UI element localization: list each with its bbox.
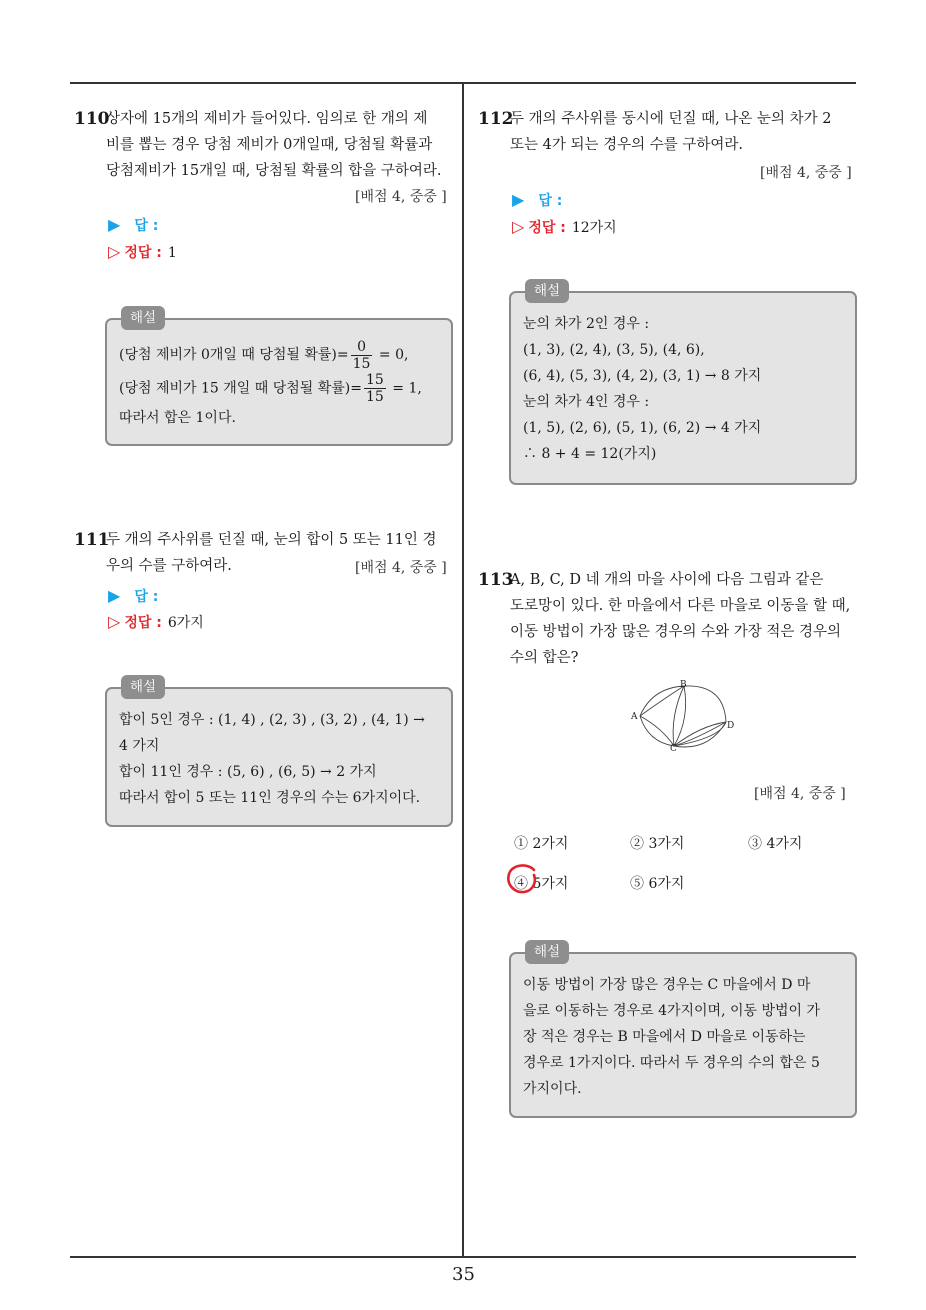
correct-value: 1 <box>167 245 177 261</box>
question-line: 두 개의 주사위를 던질 때, 눈의 합이 5 또는 11인 경 <box>106 532 437 548</box>
play-triangle-icon: ▶ <box>108 586 121 605</box>
explanation-line: 따라서 합은 1이다. <box>119 410 236 426</box>
question-line: 두 개의 주사위를 동시에 던질 때, 나온 눈의 차가 2 <box>510 111 832 127</box>
explanation-line: 장 적은 경우는 B 마을에서 D 마을로 이동하는 <box>523 1029 806 1045</box>
question-line: A, B, C, D 네 개의 마을 사이에 다음 그림과 같은 <box>510 572 824 588</box>
road-b-d <box>684 686 726 722</box>
explanation-line: (6, 4), (5, 3), (4, 2), (3, 1) → 8 가지 <box>523 368 762 384</box>
answer-row <box>512 190 562 210</box>
fraction <box>351 339 373 372</box>
explanation-line: (1, 3), (2, 4), (3, 5), (4, 6), <box>523 342 705 358</box>
road-c-d <box>674 722 726 746</box>
road-network-diagram <box>628 678 740 754</box>
answer-row <box>108 586 158 606</box>
question-line: 또는 4가 되는 경우의 수를 구하여라. <box>510 137 743 153</box>
question-number: 112 <box>478 109 514 129</box>
score-meta: [배점 4, 중중 ] <box>355 560 447 576</box>
answer-row <box>108 215 158 235</box>
question-number: 113 <box>478 570 514 590</box>
road-a-b <box>640 686 684 716</box>
bottom-rule <box>70 1256 856 1258</box>
choice-3[interactable]: ③ 4가지 <box>748 836 803 852</box>
choice-4[interactable]: ④ 5가지 <box>514 876 569 892</box>
explanation-line: (1, 5), (2, 6), (5, 1), (6, 2) → 4 가지 <box>523 420 762 436</box>
question-110 <box>74 106 458 184</box>
explanation-line: 을로 이동하는 경우로 4가지이며, 이동 방법이 가 <box>523 1003 821 1019</box>
explanation-line: 가지이다. <box>523 1081 582 1097</box>
play-triangle-icon: ▶ <box>512 190 525 209</box>
explanation-line: 눈의 차가 4인 경우 : <box>523 394 650 410</box>
outline-triangle-icon: ▷ <box>512 217 525 236</box>
question-line: 이동 방법이 가장 많은 경우의 수와 가장 적은 경우의 <box>510 624 842 640</box>
outline-triangle-icon: ▷ <box>108 612 121 631</box>
choice-5[interactable]: ⑤ 6가지 <box>630 876 685 892</box>
answer-label: 답 : <box>134 589 159 605</box>
question-number: 111 <box>74 530 110 550</box>
numerator: 0 <box>351 339 373 356</box>
correct-label: 정답 : <box>124 245 162 261</box>
correct-label: 정답 : <box>124 615 162 631</box>
question-line: 도로망이 있다. 한 마을에서 다른 마을로 이동을 할 때, <box>510 598 851 614</box>
question-line: 우의 수를 구하여라. <box>106 558 232 574</box>
road-a-c <box>640 716 674 746</box>
node-d-label: D <box>727 721 735 731</box>
numerator: 15 <box>365 372 384 388</box>
correct-label: 정답 : <box>528 220 566 236</box>
correct-answer-row <box>512 217 617 237</box>
explanation-text: = 0, <box>378 347 409 363</box>
outline-triangle-icon: ▷ <box>108 242 121 261</box>
explanation-tag: 해설 <box>525 940 569 964</box>
explanation-line: 합이 11인 경우 : (5, 6) , (6, 5) → 2 가지 <box>119 764 377 780</box>
node-c-label: C <box>670 744 677 754</box>
score-meta: [배점 4, 중중 ] <box>355 189 447 205</box>
question-112 <box>478 106 862 158</box>
center-divider <box>462 82 464 1258</box>
explanation-box <box>509 283 857 485</box>
choice-2[interactable]: ② 3가지 <box>630 836 685 852</box>
explanation-box <box>105 310 453 446</box>
explanation-box <box>509 944 857 1118</box>
fraction <box>364 372 386 405</box>
node-b-label: B <box>680 680 687 690</box>
answer-label: 답 : <box>538 193 563 209</box>
choice-1[interactable]: ① 2가지 <box>514 836 569 852</box>
correct-answer-row <box>108 242 177 262</box>
road-a-c <box>640 716 674 746</box>
explanation-line: ∴ 8 + 4 = 12(가지) <box>523 446 657 462</box>
score-meta: [배점 4, 중중 ] <box>754 786 846 802</box>
explanation-box <box>105 679 453 827</box>
explanation-text: (당첨 제비가 0개일 때 당첨될 확률)= <box>119 347 349 363</box>
question-line: 당첨제비가 15개일 때, 당첨될 확률의 합을 구하여라. <box>106 163 442 179</box>
explanation-line: 4 가지 <box>119 738 160 754</box>
explanation-line <box>119 338 439 372</box>
correct-answer-row <box>108 612 204 632</box>
play-triangle-icon: ▶ <box>108 215 121 234</box>
explanation-line: 이동 방법이 가장 많은 경우는 C 마을에서 D 마 <box>523 977 811 993</box>
explanation-tag: 해설 <box>121 675 165 699</box>
correct-value: 12가지 <box>571 220 617 236</box>
explanation-tag: 해설 <box>121 306 165 330</box>
explanation-line: 따라서 합이 5 또는 11인 경우의 수는 6가지이다. <box>119 790 421 806</box>
answer-label: 답 : <box>134 218 159 234</box>
question-number: 110 <box>74 109 110 129</box>
score-meta: [배점 4, 중중 ] <box>760 165 852 181</box>
question-line: 상자에 15개의 제비가 들어있다. 임의로 한 개의 제 <box>106 111 428 127</box>
road-c-d <box>674 722 726 746</box>
explanation-text: (당첨 제비가 15 개일 때 당첨될 확률)= <box>119 380 362 397</box>
explanation-line: 합이 5인 경우 : (1, 4) , (2, 3) , (3, 2) , (4, 1) → <box>119 712 425 728</box>
denominator: 15 <box>365 389 384 405</box>
question-line: 수의 합은? <box>510 650 579 666</box>
answer-mark-circle-icon <box>504 862 540 896</box>
correct-value: 6가지 <box>167 615 204 631</box>
explanation-tag: 해설 <box>525 279 569 303</box>
explanation-line <box>119 372 439 405</box>
denominator: 15 <box>352 355 371 372</box>
question-line: 비를 뽑는 경우 당첨 제비가 0개일때, 당첨될 확률과 <box>106 137 433 153</box>
explanation-line: 눈의 차가 2인 경우 : <box>523 316 650 332</box>
page-number: 35 <box>452 1264 475 1285</box>
explanation-line: 경우로 1가지이다. 따라서 두 경우의 수의 합은 5 <box>523 1055 820 1071</box>
explanation-text: = 1, <box>392 380 422 397</box>
node-a-label: A <box>631 712 638 722</box>
road-c-d <box>674 722 726 746</box>
question-113 <box>478 567 862 671</box>
